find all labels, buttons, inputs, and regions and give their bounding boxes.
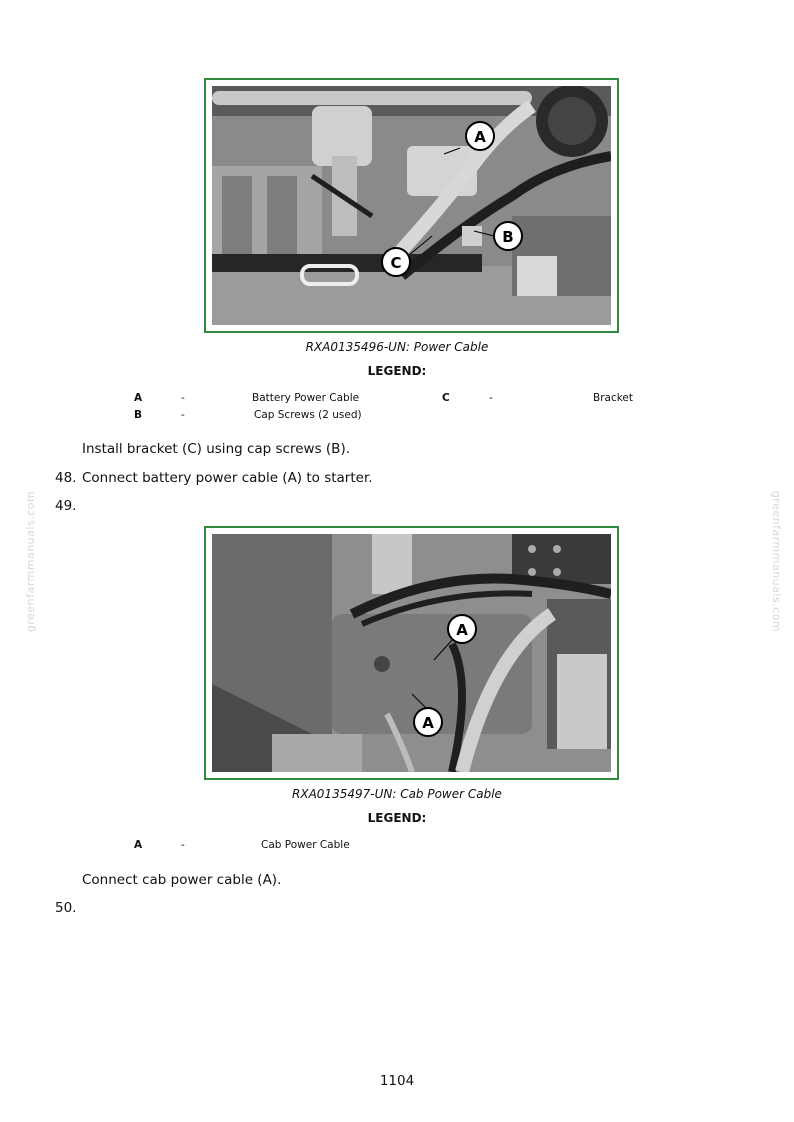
step-48-number: 48. xyxy=(55,470,77,486)
callout-a-label: A xyxy=(474,128,486,146)
figure-power-cable xyxy=(204,78,619,333)
figure2-legend-title: LEGEND: xyxy=(367,811,427,825)
page-number: 1104 xyxy=(379,1073,415,1089)
step-48-text: Connect battery power cable (A) to starter. xyxy=(82,470,373,486)
legend-key-a: A xyxy=(134,839,143,851)
power-cable-illustration xyxy=(212,86,611,325)
legend-key-c: C xyxy=(442,392,450,404)
legend-label-cab-power-cable: Cab Power Cable xyxy=(261,839,350,851)
watermark-left: greenfarmmanuals.com xyxy=(24,490,38,633)
legend-dash: - xyxy=(181,409,185,421)
callout-b-label: B xyxy=(502,228,514,246)
legend-label-battery-power-cable: Battery Power Cable xyxy=(252,392,360,404)
watermark-right: greenfarmmanuals.com xyxy=(770,490,784,633)
legend-label-bracket: Bracket xyxy=(593,392,634,404)
figure-cab-power-cable xyxy=(204,526,619,780)
step-49-number: 49. xyxy=(55,498,77,514)
legend-label-cap-screws: Cap Screws (2 used) xyxy=(254,409,362,421)
figure2-caption: RXA0135497-UN: Cab Power Cable xyxy=(292,787,502,801)
figure1-legend-title: LEGEND: xyxy=(367,364,427,378)
instruction-connect-cab-power-cable: Connect cab power cable (A). xyxy=(82,872,282,888)
step-50-number: 50. xyxy=(55,900,77,916)
legend-key-a: A xyxy=(134,392,143,404)
legend-key-b: B xyxy=(134,409,143,421)
figure1-caption: RXA0135496-UN: Power Cable xyxy=(305,340,489,354)
legend-dash: - xyxy=(489,392,493,404)
callout-a-upper-label: A xyxy=(456,621,468,639)
cab-power-cable-illustration xyxy=(212,534,611,772)
callout-a-lower-label: A xyxy=(422,714,434,732)
instruction-install-bracket: Install bracket (C) using cap screws (B). xyxy=(82,441,351,457)
legend-dash: - xyxy=(181,392,185,404)
legend-dash: - xyxy=(181,839,185,851)
callout-c-label: C xyxy=(390,254,402,272)
